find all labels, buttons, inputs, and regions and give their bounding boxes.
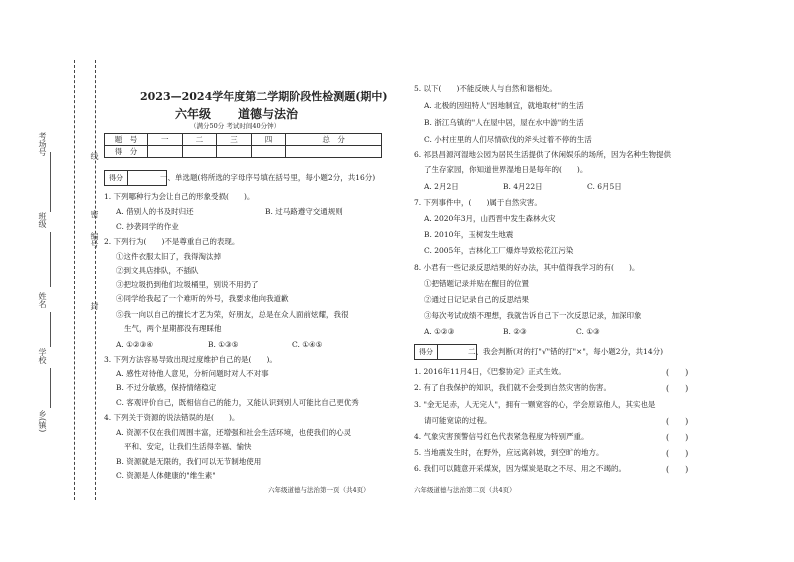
margin-label-xian: 线 — [90, 152, 99, 160]
score-cell[interactable] — [148, 146, 183, 158]
score-row-label: 得 分 — [105, 146, 148, 158]
q2-item-2: ②到文具店排队，不插队 — [116, 266, 199, 275]
margin-blank-3 — [50, 312, 51, 347]
section2-defen-label: 得分 — [419, 348, 433, 356]
q5-option-c: C. 小村庄里的人们尽情砍伐的斧头过着不停的生活 — [424, 135, 592, 144]
q5-option-a: A. 北极的因纽特人"因地制宜，就地取材"的生活 — [424, 101, 584, 110]
q6-stem-cont: 了生存家园，你知道世界湿地日是每年的( )。 — [424, 165, 588, 174]
score-header-cell: 四 — [251, 134, 286, 146]
q6-option-c: C. 6月5日 — [587, 182, 622, 191]
q7-option-c: C. 2005年，吉林化工厂爆炸导致松花江污染 — [424, 246, 574, 255]
margin-label-bianhao: 编号 — [90, 232, 99, 248]
margin-blank-1 — [50, 152, 51, 212]
margin-label-xuexiao: 学校 — [38, 348, 47, 364]
q8-option-c: C. ①③ — [576, 327, 600, 336]
judge-item-6: 6. 我们可以随意开采煤炭，因为煤炭是取之不尽、用之不竭的。 — [414, 464, 627, 473]
q5-stem: 5. 以下( )不能反映人与自然和谐相处。 — [414, 84, 557, 93]
judge-answer-5[interactable]: ( ) — [666, 449, 689, 458]
score-table — [104, 133, 382, 158]
section1-heading: 一、单选题(将所选的字母序号填在括号里，每小题2分，共16分) — [160, 173, 376, 182]
judge-item-4: 4. 气象灾害预警信号红色代表紧急程度为特别严重。 — [414, 432, 589, 441]
score-cell[interactable] — [286, 146, 382, 158]
q1-option-b: B. 过马路遵守交通规则 — [265, 207, 343, 216]
footer-left: 六年级道德与法治第一页（共4页） — [268, 486, 370, 494]
subject-label: 道德与法治 — [238, 107, 299, 121]
footer-right: 六年级道德与法治第二页（共4页） — [414, 486, 516, 494]
q2-item-5: ⑤我一向以自己的擅长才艺为荣，好朋友，总是在众人面前炫耀，我很 — [116, 310, 349, 319]
q6-stem: 6. 祁县昌源河湿地公园为居民生活提供了休闲娱乐的场所，因为名种生物提供 — [414, 150, 672, 159]
margin-dashed-line-2 — [95, 60, 96, 500]
q4-stem: 4. 下列关于资源的说法错误的是( )。 — [104, 413, 240, 422]
q8-item-3: ③每次考试成绩不理想，我就告诉自己下一次反思记录，加深印象 — [424, 311, 642, 320]
margin-blank-2 — [50, 232, 51, 287]
score-cell[interactable] — [217, 146, 252, 158]
q2-stem: 2. 下列行为( )不是尊重自己的表现。 — [104, 237, 240, 246]
q8-option-a: A. ①②③ — [424, 327, 455, 336]
q3-stem: 3. 下列方法容易导致出现过度维护自己的是( )。 — [104, 355, 277, 364]
judge-answer-2[interactable]: ( ) — [666, 384, 689, 393]
judge-item-3-cont: 请可能宽谅的过程。 — [424, 416, 492, 425]
q2-item-3: ③把垃圾扔到他们垃圾桶里，别说不用扔了 — [116, 280, 259, 289]
q7-option-b: B. 2010年，玉树发生地震 — [424, 230, 514, 239]
judge-answer-6[interactable]: ( ) — [666, 465, 689, 474]
q8-stem: 8. 小君有一些记录反思结果的好办法，其中值得我学习的有( )。 — [414, 263, 640, 272]
q4-option-c: C. 资源是人体健康的"维生素" — [116, 471, 216, 480]
q1-option-c: C. 抄袭同学的作业 — [116, 222, 179, 231]
section2-heading: 二、我会判断(对的打"√"错的打"×"，每小题2分，共14分) — [468, 347, 664, 356]
q6-option-b: B. 4月22日 — [503, 182, 543, 191]
q5-option-b: B. 浙江乌镇的"人在屋中居，屋在水中游"的生活 — [424, 118, 584, 127]
score-header-cell: 题 号 — [105, 134, 148, 146]
q8-option-b: B. ②③ — [503, 327, 527, 336]
q4-option-a: A. 资源不仅在我们周围丰富，还增强和社会生活环境，也使我们的心灵 — [116, 428, 352, 437]
score-header-cell: 一 — [148, 134, 183, 146]
q2-item-5-cont: 生气，两个星期都没有理睬他 — [124, 324, 222, 333]
q3-option-b: B. 不过分敏感，保持情绪稳定 — [116, 383, 217, 392]
score-header-cell: 总 分 — [286, 134, 382, 146]
judge-answer-1[interactable]: ( ) — [666, 368, 689, 377]
score-table-blank-row — [105, 146, 382, 158]
q3-option-c: C. 客观评价自己，既相信自己的能力，又能认识到别人可能比自己更优秀 — [116, 398, 359, 407]
exam-title: 2023—2024学年度第二学期阶段性检测题(期中) — [140, 90, 388, 103]
q2-option-b: B. ①③⑤ — [208, 340, 239, 349]
grade-label: 六年级 — [175, 107, 212, 121]
margin-label-kaochang: 考场号 — [38, 132, 47, 156]
judge-item-1: 1. 2016年11月4日，《巴黎协定》正式生效。 — [414, 367, 566, 376]
margin-blank-4 — [50, 368, 51, 408]
q4-option-a-cont: 平和、安定，让我们生活得幸福、愉快 — [124, 442, 252, 451]
q8-item-2: ②通过日记记录自己的反思结果 — [424, 295, 529, 304]
q1-option-a: A. 借别人的书及时归还 — [116, 207, 194, 216]
margin-label-banji: 班级 — [38, 212, 47, 228]
margin-label-feng: 封 — [90, 302, 99, 310]
q2-item-1: ①这件衣服太旧了，我得淘汰掉 — [116, 252, 221, 261]
margin-dashed-line — [74, 60, 75, 500]
score-table-header-row — [105, 134, 382, 146]
section1-defen-label: 得分 — [109, 174, 123, 182]
section1-score-box — [104, 170, 167, 186]
judge-item-3: 3. "金无足赤，人无完人"，拥有一颗宽容的心，学会原谅他人，其实也是 — [414, 400, 656, 409]
exam-note: （满分50分 考试时间40分钟） — [190, 122, 281, 130]
q3-option-a: A. 感性对待他人意见，分析问题时对人不对事 — [116, 369, 269, 378]
margin-label-xingming: 姓名 — [38, 292, 47, 308]
judge-item-2: 2. 有了自我保护的知识，我们就不会受到自然灾害的伤害。 — [414, 383, 612, 392]
q8-item-1: ①把错题记录并贴在醒目的位置 — [424, 279, 529, 288]
q7-option-a: A. 2020年3月，山西晋中发生森林火灾 — [424, 214, 556, 223]
margin-label-mi: 密 — [90, 210, 99, 218]
q2-option-a: A. ①②③④ — [116, 340, 154, 349]
margin-label-xiangzhen: 乡(镇) — [38, 410, 47, 433]
q1-stem: 1. 下列哪种行为会让自己的形象受损( )。 — [104, 192, 255, 201]
score-cell[interactable] — [182, 146, 217, 158]
score-cell[interactable] — [251, 146, 286, 158]
q2-option-c: C. ①④⑤ — [292, 340, 323, 349]
q6-option-a: A. 2月2日 — [424, 182, 459, 191]
score-header-cell: 二 — [182, 134, 217, 146]
q7-stem: 7. 下列事件中，( )属于自然灾害。 — [414, 198, 542, 207]
q4-option-b: B. 资源就是无限的，我们可以无节制地使用 — [116, 457, 262, 466]
judge-item-5: 5. 当地震发生时，在野外，应远离斜坡，到空旷的地方。 — [414, 448, 604, 457]
score-header-cell: 三 — [217, 134, 252, 146]
q2-item-4: ④同学给我起了一个难听的外号，我要求他向我道歉 — [116, 294, 289, 303]
judge-answer-4[interactable]: ( ) — [666, 433, 689, 442]
judge-answer-3[interactable]: ( ) — [666, 417, 689, 426]
